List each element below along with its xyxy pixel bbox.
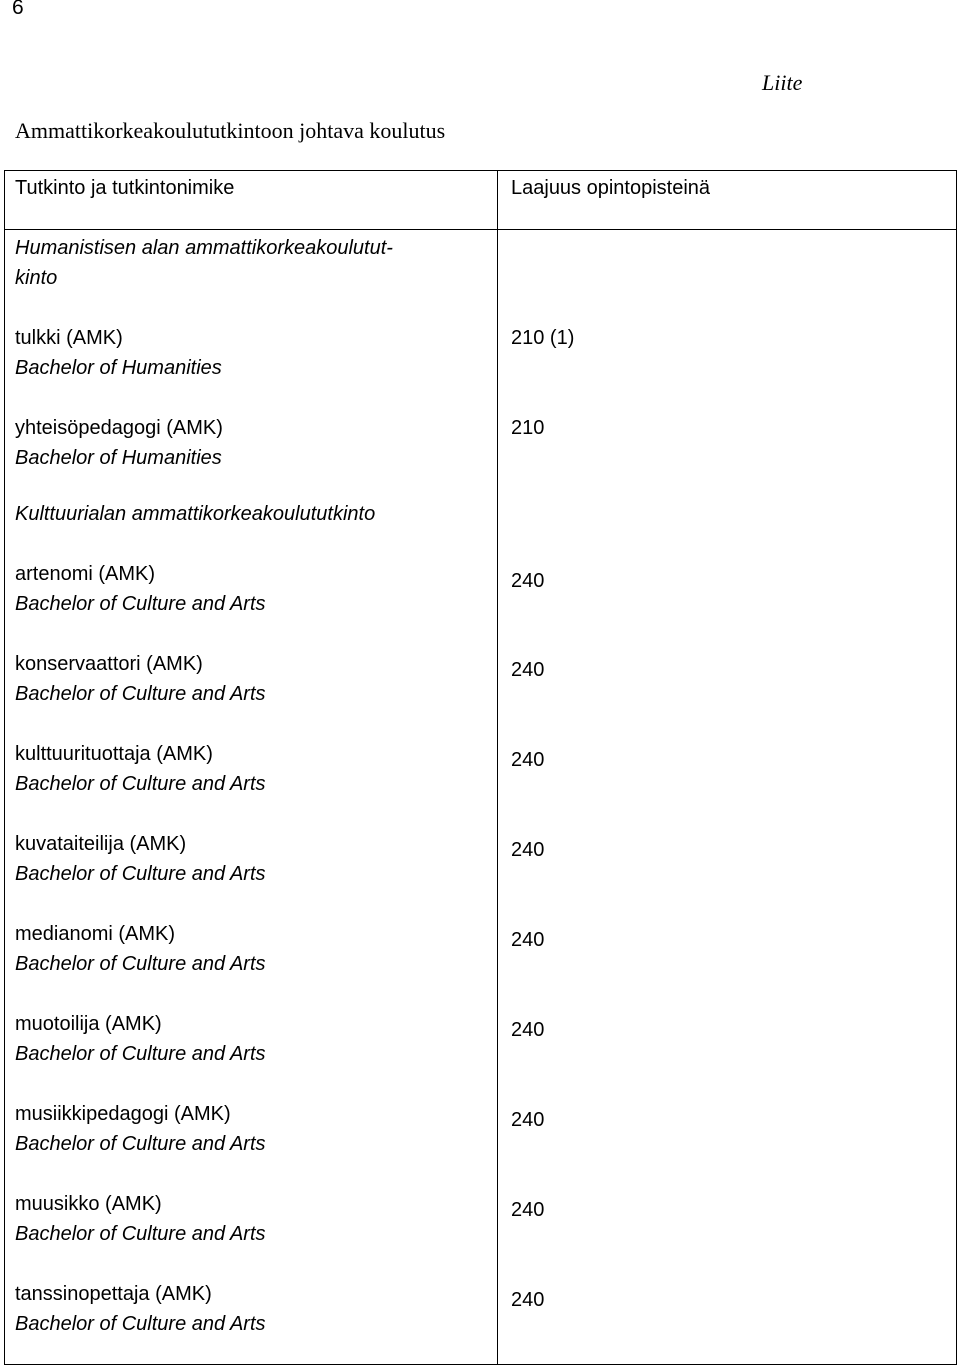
appendix-label: Liite xyxy=(762,70,803,95)
degree-title: muusikko (AMK) xyxy=(15,1193,162,1215)
degree-title: artenomi (AMK) xyxy=(15,563,156,585)
degree-title: tanssinopettaja (AMK) xyxy=(15,1283,212,1305)
degree-english: Bachelor of Culture and Arts xyxy=(15,1133,266,1155)
degree-table xyxy=(4,170,957,1365)
degree-credits: 240 xyxy=(511,1019,545,1041)
column-divider xyxy=(497,171,498,1364)
header-degree: Tutkinto ja tutkintonimike xyxy=(15,177,235,199)
degree-english: Bachelor of Culture and Arts xyxy=(15,1223,266,1245)
degree-title: kulttuurituottaja (AMK) xyxy=(15,743,213,765)
degree-title: musiikkipedagogi (AMK) xyxy=(15,1103,231,1125)
degree-credits: 240 xyxy=(511,749,545,771)
header-divider xyxy=(5,229,956,230)
degree-credits: 240 xyxy=(511,929,545,951)
degree-english: Bachelor of Humanities xyxy=(15,357,222,379)
degree-english: Bachelor of Culture and Arts xyxy=(15,1313,266,1335)
degree-credits: 240 xyxy=(511,839,545,861)
degree-credits: 210 xyxy=(511,417,545,439)
header-scope: Laajuus opintopisteinä xyxy=(511,177,711,199)
group-heading-humanities: Humanistisen alan ammattikorkeakoulutut- xyxy=(15,237,393,259)
group-heading-humanities-cont: kinto xyxy=(15,267,58,289)
degree-english: Bachelor of Culture and Arts xyxy=(15,683,266,705)
document-title: Ammattikorkeakoulututkintoon johtava koulutus xyxy=(15,118,446,143)
degree-credits: 240 xyxy=(511,1109,545,1131)
degree-title: medianomi (AMK) xyxy=(15,923,176,945)
degree-english: Bachelor of Culture and Arts xyxy=(15,953,266,975)
degree-english: Bachelor of Humanities xyxy=(15,447,222,469)
degree-title: kuvataiteilija (AMK) xyxy=(15,833,187,855)
degree-title: muotoilija (AMK) xyxy=(15,1013,162,1035)
degree-credits: 240 xyxy=(511,1289,545,1311)
degree-credits: 240 xyxy=(511,659,545,681)
page-number: 6 xyxy=(12,0,24,19)
degree-title: yhteisöpedagogi (AMK) xyxy=(15,417,223,439)
degree-credits: 240 xyxy=(511,1199,545,1221)
degree-english: Bachelor of Culture and Arts xyxy=(15,1043,266,1065)
degree-english: Bachelor of Culture and Arts xyxy=(15,773,266,795)
degree-title: tulkki (AMK) xyxy=(15,327,123,349)
degree-credits: 210 (1) xyxy=(511,327,575,349)
degree-english: Bachelor of Culture and Arts xyxy=(15,863,266,885)
degree-credits: 240 xyxy=(511,570,545,592)
degree-title: konservaattori (AMK) xyxy=(15,653,203,675)
group-heading-culture: Kulttuurialan ammattikorkeakoulututkinto xyxy=(15,503,376,525)
degree-english: Bachelor of Culture and Arts xyxy=(15,593,266,615)
